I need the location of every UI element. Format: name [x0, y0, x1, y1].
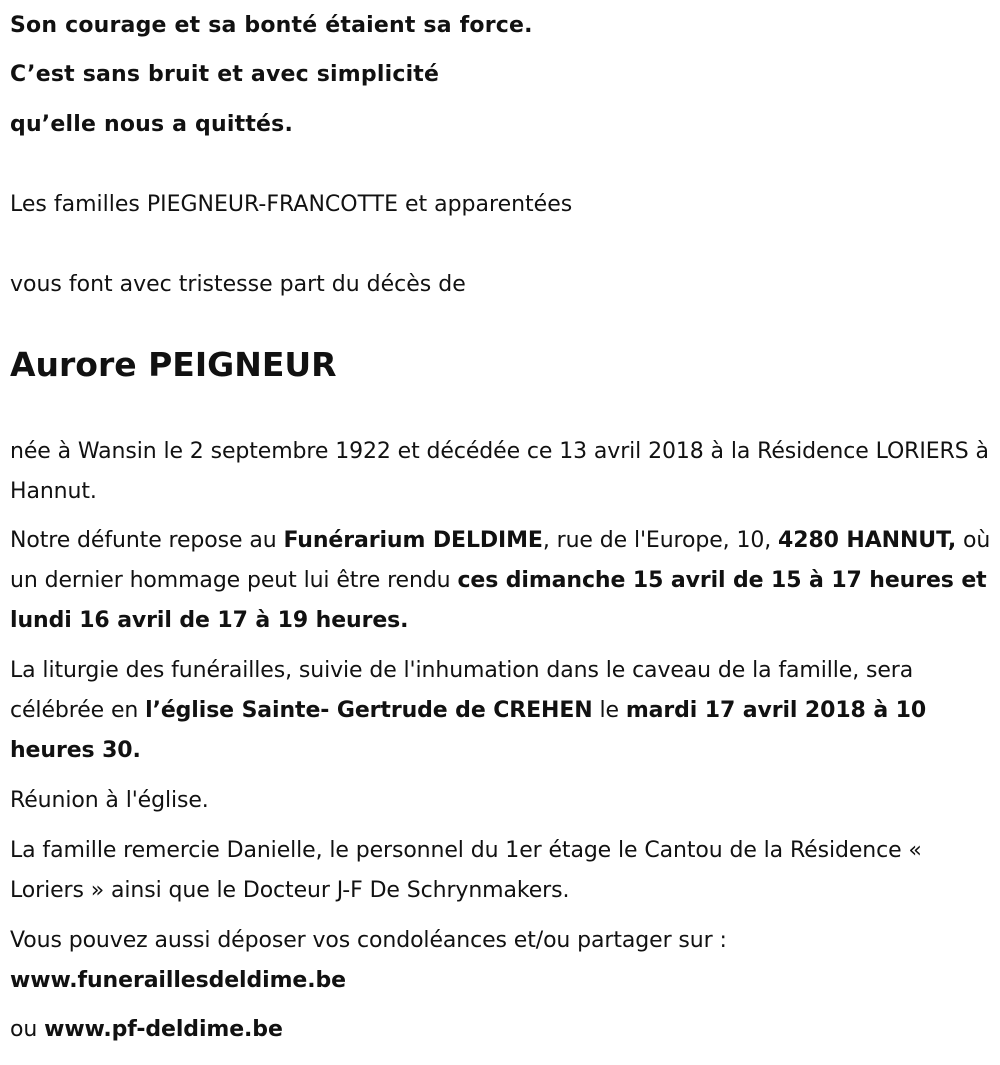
- birth-death-paragraph: née à Wansin le 2 septembre 1922 et décédée ce 13 avril 2018 à la Résidence LORIERS à Hannut.: [10, 439, 989, 504]
- visitation-text-3: où un dernier hommage peut lui être rendu: [10, 528, 991, 593]
- funeral-home-city: 4280 HANNUT,: [778, 528, 957, 553]
- church-name: l’église Sainte- Gertrude de CREHEN: [145, 698, 593, 723]
- funeraillesdeldime-link[interactable]: www.funeraillesdeldime.be: [10, 968, 346, 993]
- epigraph-line-3: qu’elle nous a quittés.: [10, 112, 294, 137]
- funeral-datetime: mardi 17 avril 2018 à 10 heures 30.: [10, 698, 927, 763]
- funeral-text-1: La liturgie des funérailles, suivie de l'inhumation dans le caveau de la famille, sera célébrée en: [10, 658, 914, 723]
- or-text: ou: [10, 1017, 45, 1042]
- epigraph-line-1: Son courage et sa bonté étaient sa force.: [10, 13, 533, 38]
- visitation-times: ces dimanche 15 avril de 15 à 17 heures et lundi 16 avril de 17 à 19 heures.: [10, 568, 987, 633]
- condolences-paragraph: [10, 921, 995, 1001]
- epigraph-line-2: C’est sans bruit et avec simplicité: [10, 62, 440, 87]
- deceased-name: Aurore PEIGNEUR: [10, 345, 337, 384]
- funeral-paragraph: [10, 651, 995, 771]
- condolences-text: Vous pouvez aussi déposer vos condoléances et/ou partager sur :: [10, 928, 727, 953]
- visitation-text-2: , rue de l'Europe, 10,: [542, 528, 779, 553]
- funeral-home-name: Funérarium DELDIME: [283, 528, 543, 553]
- alt-link-line: [10, 1010, 995, 1050]
- announcement-intro: vous font avec tristesse part du décès de: [10, 272, 466, 297]
- meeting-paragraph: Réunion à l'église.: [10, 788, 209, 813]
- thanks-paragraph: La famille remercie Danielle, le personnel du 1er étage le Cantou de la Résidence « Loriers » ainsi que le Docteur J-F De Schrynmakers.: [10, 838, 922, 903]
- funeral-text-2: le: [592, 698, 626, 723]
- families-line: Les familles PIEGNEUR-FRANCOTTE et apparentées: [10, 192, 573, 217]
- visitation-paragraph: [10, 521, 995, 641]
- visitation-text-1: Notre défunte repose au: [10, 528, 284, 553]
- pf-deldime-link[interactable]: www.pf-deldime.be: [44, 1017, 283, 1042]
